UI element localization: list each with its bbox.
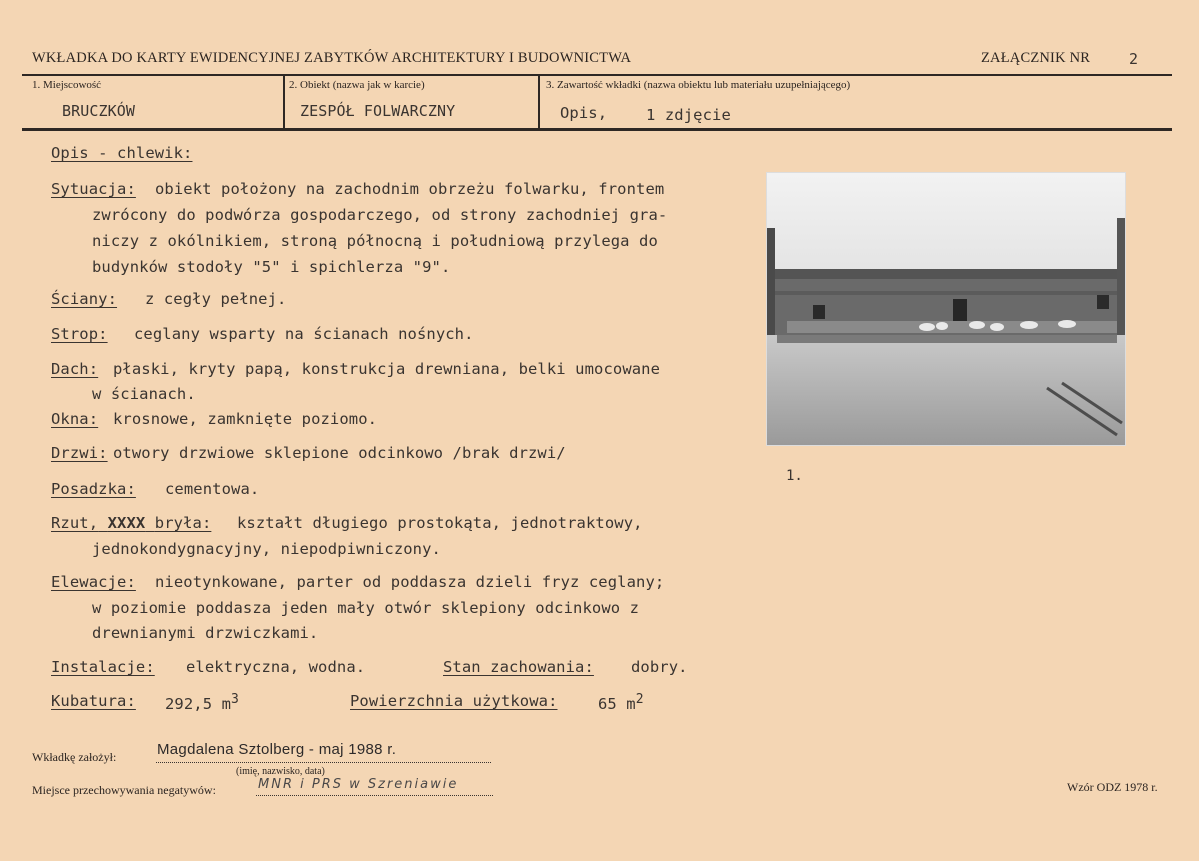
created-dotted-line — [156, 762, 491, 763]
ceiling-label: Strop: — [51, 325, 108, 343]
situation-label: Sytuacja: — [51, 180, 136, 198]
floor-label: Posadzka: — [51, 480, 136, 498]
photo-caption: 1. — [786, 468, 803, 484]
contents-label: 3. Zawartość wkładki (nazwa obiektu lub materiału uzupełniającego) — [546, 79, 851, 91]
doors-value: otwory drzwiowe sklepione odcinkowo /brak drzwi/ — [113, 444, 566, 462]
photo-image — [767, 173, 1125, 445]
ceiling-value: ceglany wsparty na ścianach nośnych. — [134, 325, 474, 343]
locality-label: 1. Miejscowość — [32, 79, 102, 91]
area-exponent: 2 — [635, 692, 644, 707]
card-title: WKŁADKA DO KARTY EWIDENCYJNEJ ZABYTKÓW ARCHITEKTURY I BUDOWNICTWA — [32, 50, 632, 66]
volume-label: Kubatura: — [51, 692, 136, 710]
negatives-label: Miejsce przechowywania negatywów: — [32, 783, 216, 797]
volume-number: 292,5 m — [165, 695, 232, 714]
roof-line-2: w ścianach. — [92, 385, 196, 403]
form-pattern: Wzór ODZ 1978 r. — [1067, 780, 1158, 794]
installations-label: Instalacje: — [51, 658, 155, 676]
situation-line-1: obiekt położony na zachodnim obrzeżu folwarku, frontem — [155, 180, 665, 198]
locality-value: BRUCZKÓW — [62, 102, 136, 120]
created-signature: Magdalena Sztolberg - maj 1988 r. — [157, 741, 397, 758]
contents-value-description: Opis, — [560, 104, 608, 122]
area-value — [598, 692, 644, 713]
plan-label — [51, 514, 211, 532]
plan-strike: XXXX — [107, 514, 146, 532]
field-separator-1 — [283, 75, 285, 128]
plan-line-2: jednokondygnacyjny, niepodpiwniczony. — [92, 540, 441, 558]
doors-label: Drzwi: — [51, 444, 108, 462]
attachment-label: ZAŁĄCZNIK NR — [981, 50, 1091, 66]
contents-value-photos: 1 zdjęcie — [646, 106, 731, 124]
attachment-number: 2 — [1129, 50, 1139, 68]
plan-label-a: Rzut, — [51, 514, 99, 532]
roof-line-1: płaski, kryty papą, konstrukcja drewniana, belki umocowane — [113, 360, 661, 378]
description-heading: Opis - chlewik: — [51, 144, 193, 162]
floor-value: cementowa. — [165, 480, 260, 498]
area-number: 65 m — [598, 695, 636, 714]
condition-label: Stan zachowania: — [443, 658, 594, 676]
object-label: 2. Obiekt (nazwa jak w karcie) — [289, 79, 425, 91]
elevations-line-2: w poziomie poddasza jeden mały otwór sklepiony odcinkowo z — [92, 599, 640, 617]
situation-line-3: niczy z okólnikiem, stroną północną i południową przylega do — [92, 232, 658, 250]
condition-value: dobry. — [631, 658, 688, 676]
negatives-handwriting: MNR i PRS w Szreniawie — [258, 777, 459, 792]
volume-exponent: 3 — [231, 692, 239, 707]
installations-value: elektryczna, wodna. — [186, 658, 366, 676]
object-value: ZESPÓŁ FOLWARCZNY — [300, 102, 456, 120]
negatives-dotted-line — [256, 795, 493, 796]
situation-line-2: zwrócony do podwórza gospodarczego, od strony zachodniej gra- — [92, 206, 668, 224]
elevations-line-3: drewnianymi drzwiczkami. — [92, 624, 319, 642]
plan-line-1: kształt długiego prostokąta, jednotraktowy, — [237, 514, 643, 532]
walls-label: Ściany: — [51, 290, 118, 308]
created-label: Wkładkę założył: — [32, 750, 117, 764]
plan-label-b: bryła: — [154, 514, 212, 532]
walls-value: z cegły pełnej. — [145, 290, 287, 308]
header-divider-bottom — [22, 128, 1172, 131]
created-hint: (imię, nazwisko, data) — [236, 766, 325, 777]
roof-label: Dach: — [51, 360, 99, 378]
elevations-label: Elewacje: — [51, 573, 136, 591]
area-label: Powierzchnia użytkowa: — [350, 692, 558, 710]
elevations-line-1: nieotynkowane, parter od poddasza dzieli fryz ceglany; — [155, 573, 665, 591]
field-separator-2 — [538, 75, 540, 128]
windows-label: Okna: — [51, 410, 99, 428]
volume-value — [165, 692, 239, 713]
situation-line-4: budynków stodoły "5" i spichlerza "9". — [92, 258, 451, 276]
photo-chlewik — [766, 172, 1126, 446]
windows-value: krosnowe, zamknięte poziomo. — [113, 410, 378, 428]
header-divider-top — [22, 74, 1172, 76]
